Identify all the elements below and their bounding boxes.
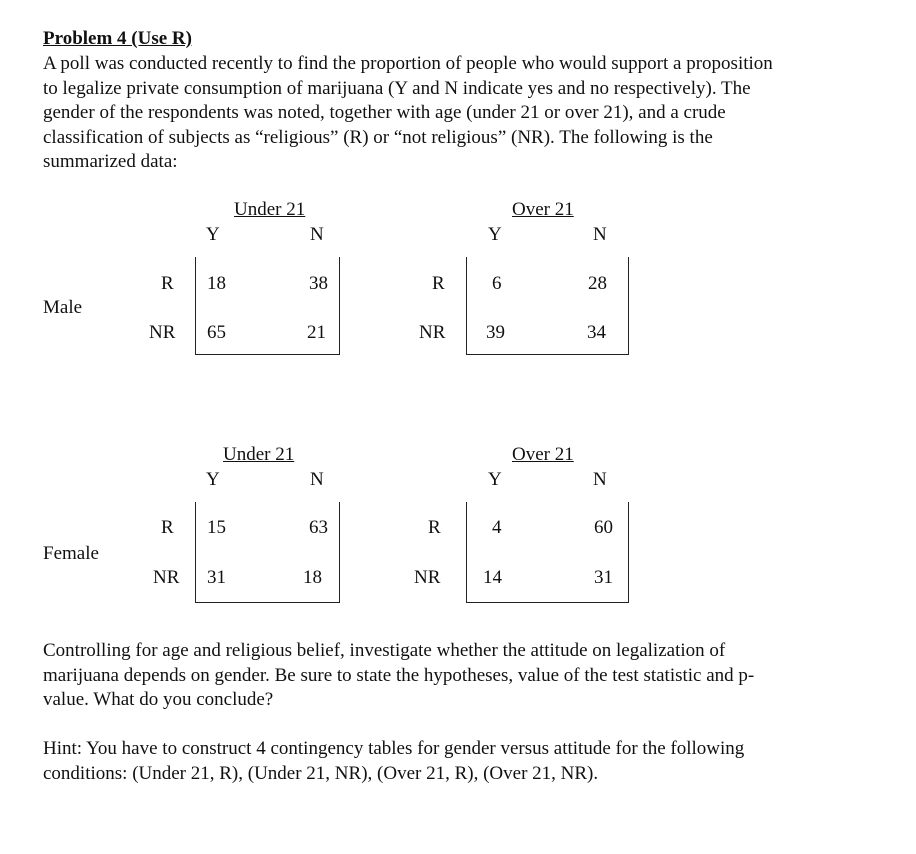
male-under21-r-n: 38 (309, 273, 328, 294)
female-over21-r-y: 4 (492, 517, 502, 538)
intro-line: summarized data: (43, 151, 178, 172)
intro-line: gender of the respondents was noted, together with age (under 21 or over 21), and a crude (43, 102, 726, 123)
female-label: Female (43, 543, 99, 564)
male-over21-nr-y: 39 (486, 322, 505, 343)
female-over21-nr-y: 14 (483, 567, 502, 588)
intro-line: A poll was conducted recently to find the proportion of people who would support a proposition (43, 53, 773, 74)
female-over21-y-header: Y (488, 469, 502, 490)
female-over21-nr-n: 31 (594, 567, 613, 588)
male-label: Male (43, 297, 83, 318)
hint-line: Hint: You have to construct 4 contingency tables for gender versus attitude for the following (43, 738, 745, 759)
female-over21-r-n: 60 (594, 517, 613, 538)
female-over21-n-header: N (593, 469, 607, 490)
female-under21-r-y: 15 (207, 517, 226, 538)
male-over21-r-y: 6 (492, 273, 502, 294)
female-over21-header: Over 21 (512, 444, 574, 465)
male-over21-n-header: N (593, 224, 607, 245)
male-over21-r-n: 28 (588, 273, 607, 294)
problem-title: Problem 4 (Use R) (43, 28, 192, 49)
female-under21-nr-y: 31 (207, 567, 226, 588)
male-over21-r-label: R (432, 273, 445, 294)
male-under21-nr-label: NR (149, 322, 176, 343)
male-under21-r-label: R (161, 273, 174, 294)
intro-line: classification of subjects as “religious” (R) or “not religious” (NR). The following is the (43, 126, 713, 148)
female-over21-r-label: R (428, 517, 441, 538)
male-under21-r-y: 18 (207, 273, 226, 294)
male-under21-y-header: Y (206, 224, 220, 245)
male-over21-nr-n: 34 (587, 322, 606, 343)
female-under21-r-label: R (161, 517, 174, 538)
female-under21-n-header: N (310, 469, 324, 490)
female-under21-y-header: Y (206, 469, 220, 490)
female-under21-nr-label: NR (153, 567, 180, 588)
male-over21-header: Over 21 (512, 199, 574, 220)
question-line: marijuana depends on gender. Be sure to state the hypotheses, value of the test statistic and p- (43, 664, 755, 686)
intro-paragraph (43, 52, 883, 175)
question-line: Controlling for age and religious belief, investigate whether the attitude on legalization of (43, 640, 726, 661)
question-paragraph (43, 639, 883, 713)
hint-line: conditions: (Under 21, R), (Under 21, NR), (Over 21, R), (Over 21, NR). (43, 762, 599, 784)
male-under21-n-header: N (310, 224, 324, 245)
male-under21-nr-n: 21 (307, 322, 326, 343)
male-under21-header: Under 21 (234, 199, 306, 220)
male-under21-nr-y: 65 (207, 322, 226, 343)
female-under21-r-n: 63 (309, 517, 328, 538)
male-over21-nr-label: NR (419, 322, 446, 343)
female-under21-header: Under 21 (223, 444, 295, 465)
female-over21-nr-label: NR (414, 567, 441, 588)
intro-line: to legalize private consumption of marijuana (Y and N indicate yes and no respectively). The (43, 77, 751, 99)
female-under21-nr-n: 18 (303, 567, 322, 588)
hint-paragraph (43, 737, 883, 786)
question-line: value. What do you conclude? (43, 689, 274, 710)
male-over21-y-header: Y (488, 224, 502, 245)
